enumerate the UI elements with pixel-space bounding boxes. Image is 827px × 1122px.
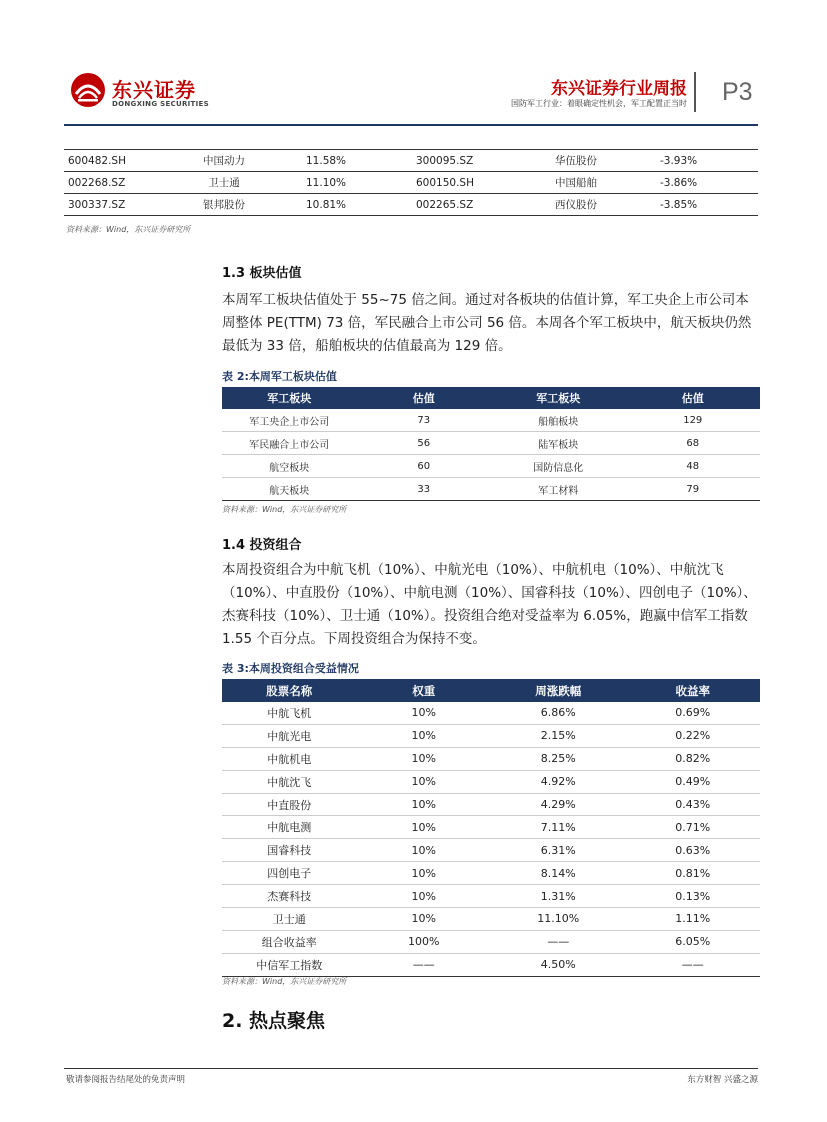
table-row (222, 930, 760, 953)
valuation-paragraph: 本周军工板块估值处于 55~75 倍之间。通过对各板块的估值计算，军工央企上市公司本周整体 PE(TTM) 73 倍，军民融合上市公司 56 倍。本周各个军工板块中，航天板块仍然最低为 33 倍，船舶板块的估值最高为 129 倍。 (222, 292, 752, 354)
footer-slogan: 东方财智 兴盛之源 (687, 1075, 758, 1085)
table-cell: 33 (357, 478, 492, 501)
table-cell: —— (357, 953, 492, 976)
table-cell: 300337.SZ (64, 194, 160, 216)
table-cell: 中信军工指数 (222, 953, 357, 976)
table-row (222, 816, 760, 839)
column-header: 权重 (357, 679, 492, 702)
table-cell: 航空板块 (222, 455, 357, 478)
table3-caption: 表 3:本周投资组合受益情况 (222, 662, 359, 675)
table-row (222, 953, 760, 976)
table-cell: 11.58% (288, 150, 416, 172)
top-table-source: 资料来源：Wind，东兴证券研究所 (66, 225, 191, 234)
table-cell: 组合收益率 (222, 930, 357, 953)
table-cell: 银邦股份 (160, 194, 288, 216)
table-cell: 0.71% (626, 816, 761, 839)
table-cell: 4.92% (491, 770, 626, 793)
table-cell: 10% (357, 770, 492, 793)
table-row (222, 908, 760, 931)
table-cell: -3.93% (640, 150, 758, 172)
table-cell: 10% (357, 702, 492, 724)
table-cell: 中国动力 (160, 150, 288, 172)
table-cell: 60 (357, 455, 492, 478)
table-cell: 军工央企上市公司 (222, 409, 357, 432)
table-cell: -3.86% (640, 172, 758, 194)
table-cell: 0.22% (626, 724, 761, 747)
sector-valuation-table (222, 387, 760, 501)
table-cell: 0.49% (626, 770, 761, 793)
table2-caption: 表 2:本周军工板块估值 (222, 370, 337, 383)
table-cell: 6.86% (491, 702, 626, 724)
table-cell: 10% (357, 839, 492, 862)
table-cell: 002268.SZ (64, 172, 160, 194)
table-cell: 0.63% (626, 839, 761, 862)
column-header: 军工板块 (222, 387, 357, 409)
table-cell: 10% (357, 747, 492, 770)
table-row (64, 172, 758, 194)
table-cell: 10% (357, 885, 492, 908)
table-cell: 6.31% (491, 839, 626, 862)
table-cell: 10.81% (288, 194, 416, 216)
table-row (222, 702, 760, 724)
table-cell: 1.31% (491, 885, 626, 908)
table2-source: 资料来源：Wind，东兴证券研究所 (222, 505, 347, 514)
table-cell: 0.43% (626, 793, 761, 816)
table-cell: 10% (357, 724, 492, 747)
column-header: 估值 (626, 387, 761, 409)
table-cell: —— (491, 930, 626, 953)
table-cell: 2.15% (491, 724, 626, 747)
table-cell: 0.82% (626, 747, 761, 770)
logo-chinese-name: 东兴证券 (112, 78, 196, 102)
table-cell: 48 (626, 455, 761, 478)
section-heading-valuation: 1.3 板块估值 (222, 266, 302, 281)
table-cell: 0.81% (626, 862, 761, 885)
table-cell: 陆军板块 (491, 432, 626, 455)
table-row (222, 862, 760, 885)
table-row (222, 747, 760, 770)
table-row (222, 432, 760, 455)
table-row (222, 478, 760, 501)
table-header-row (222, 679, 760, 702)
table-cell: 华伍股份 (512, 150, 640, 172)
table-cell: 船舶板块 (491, 409, 626, 432)
table-cell: 四创电子 (222, 862, 357, 885)
table-row (222, 839, 760, 862)
table-cell: 中航沈飞 (222, 770, 357, 793)
table-cell: 100% (357, 930, 492, 953)
table-cell: 中航电测 (222, 816, 357, 839)
report-title: 东兴证券行业周报 (551, 79, 687, 99)
table-cell: 11.10% (288, 172, 416, 194)
table3-source: 资料来源：Wind，东兴证券研究所 (222, 977, 347, 986)
table-cell: 10% (357, 862, 492, 885)
table-cell: 中国船舶 (512, 172, 640, 194)
table-cell: 79 (626, 478, 761, 501)
table-cell: 73 (357, 409, 492, 432)
table-cell: 杰赛科技 (222, 885, 357, 908)
table-cell: 10% (357, 793, 492, 816)
table-cell: 0.69% (626, 702, 761, 724)
table-cell: 1.11% (626, 908, 761, 931)
column-header: 周涨跌幅 (491, 679, 626, 702)
section-heading-hotspot: 2. 热点聚焦 (222, 1010, 326, 1032)
section-heading-portfolio: 1.4 投资组合 (222, 538, 302, 553)
table-cell: 卫士通 (160, 172, 288, 194)
table-cell: 68 (626, 432, 761, 455)
table-cell: 国睿科技 (222, 839, 357, 862)
header-divider (694, 72, 696, 112)
table-cell: 129 (626, 409, 761, 432)
table-cell: 8.14% (491, 862, 626, 885)
table-row (222, 409, 760, 432)
table-row (222, 793, 760, 816)
table-row (222, 455, 760, 478)
table-cell: 4.29% (491, 793, 626, 816)
column-header: 估值 (357, 387, 492, 409)
report-subtitle: 国防军工行业：着眼确定性机会，军工配置正当时 (511, 99, 687, 108)
table-cell: 56 (357, 432, 492, 455)
table-cell: -3.85% (640, 194, 758, 216)
table-cell: —— (626, 953, 761, 976)
table-cell: 军工材料 (491, 478, 626, 501)
footer-rule (64, 1068, 758, 1069)
table-cell: 7.11% (491, 816, 626, 839)
table-cell: 10% (357, 908, 492, 931)
table-cell: 航天板块 (222, 478, 357, 501)
footer-disclaimer: 敬请参阅报告结尾处的免责声明 (66, 1075, 186, 1085)
table-row (222, 724, 760, 747)
table-cell: 4.50% (491, 953, 626, 976)
portfolio-returns-table (222, 679, 760, 977)
top-ranking-table (64, 149, 758, 216)
table-cell: 中直股份 (222, 793, 357, 816)
table-cell: 西仪股份 (512, 194, 640, 216)
table-cell: 002265.SZ (416, 194, 512, 216)
table-row (64, 194, 758, 216)
table-cell: 11.10% (491, 908, 626, 931)
table-cell: 300095.SZ (416, 150, 512, 172)
table-row (222, 885, 760, 908)
column-header: 股票名称 (222, 679, 357, 702)
table-cell: 10% (357, 816, 492, 839)
table-cell: 中航飞机 (222, 702, 357, 724)
company-logo-icon (70, 72, 106, 108)
logo-english-name: DONGXING SECURITIES (112, 100, 209, 108)
table-cell: 国防信息化 (491, 455, 626, 478)
portfolio-paragraph: 本周投资组合为中航飞机（10%）、中航光电（10%）、中航机电（10%）、中航沈飞（10%）、中直股份（10%）、中航电测（10%）、国睿科技（10%）、四创电子（10%）、杰赛科技（10%）、卫士通（10%）。投资组合绝对受益率为 6.05%，跑赢中信军工指数 1.55 个百分点。下周投资组合为保持不变。 (222, 562, 757, 647)
column-header: 收益率 (626, 679, 761, 702)
table-header-row (222, 387, 760, 409)
column-header: 军工板块 (491, 387, 626, 409)
table-cell: 军民融合上市公司 (222, 432, 357, 455)
table-cell: 600150.SH (416, 172, 512, 194)
table-cell: 600482.SH (64, 150, 160, 172)
table-cell: 中航机电 (222, 747, 357, 770)
table-cell: 卫士通 (222, 908, 357, 931)
table-cell: 0.13% (626, 885, 761, 908)
table-row (64, 150, 758, 172)
header-rule (64, 124, 758, 126)
table-cell: 6.05% (626, 930, 761, 953)
table-row (222, 770, 760, 793)
table-cell: 中航光电 (222, 724, 357, 747)
page-number: P3 (722, 78, 753, 106)
table-cell: 8.25% (491, 747, 626, 770)
